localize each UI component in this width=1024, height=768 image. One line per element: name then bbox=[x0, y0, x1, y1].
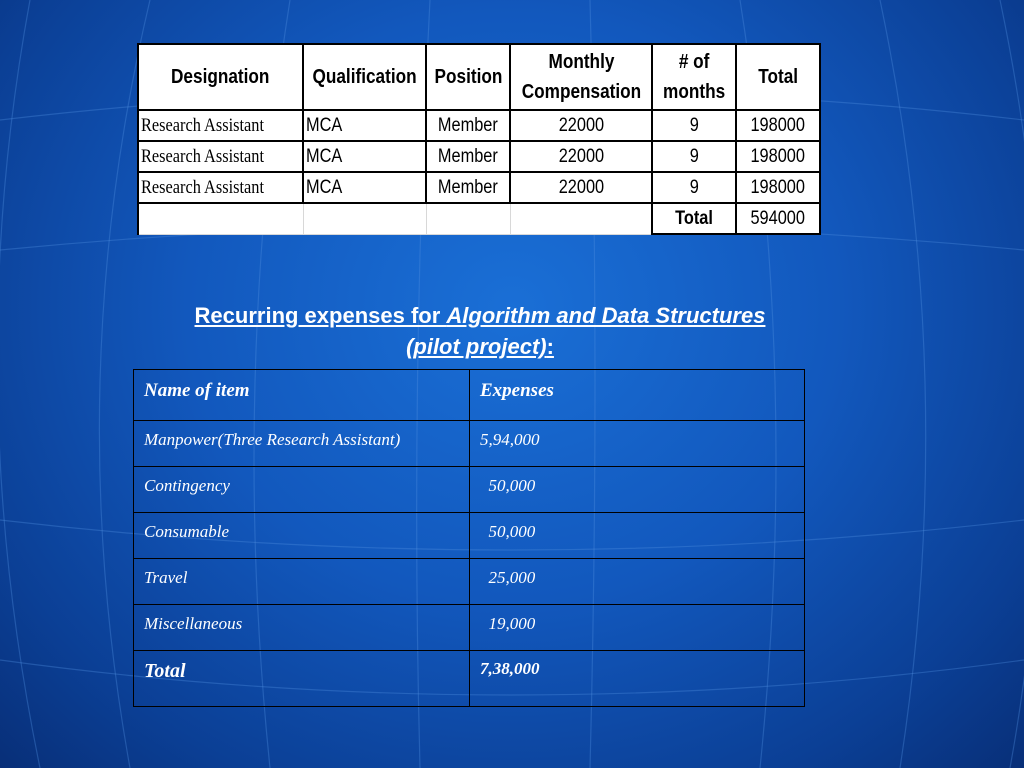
item-name: Consumable bbox=[134, 513, 470, 559]
header-designation: Designation bbox=[138, 44, 303, 110]
staff-table-header-row bbox=[138, 44, 820, 110]
cell-qualification: MCA bbox=[303, 172, 426, 203]
caption-prefix: Recurring expenses for bbox=[194, 303, 447, 328]
cell-position: Member bbox=[426, 141, 510, 172]
cell-qualification: MCA bbox=[303, 110, 426, 141]
header-number-of-months: # of months bbox=[652, 44, 736, 110]
empty-cell bbox=[138, 203, 303, 234]
caption-colon: : bbox=[546, 334, 554, 359]
cell-position: Member bbox=[426, 110, 510, 141]
item-amount: 50,000 bbox=[470, 467, 805, 513]
cell-monthly: 22000 bbox=[510, 110, 652, 141]
header-expenses: Expenses bbox=[470, 370, 805, 421]
cell-months: 9 bbox=[652, 172, 736, 203]
cell-designation: Research Assistant bbox=[138, 110, 303, 141]
caption-subject: Algorithm and Data Structures bbox=[446, 303, 766, 328]
header-total: Total bbox=[736, 44, 820, 110]
item-name: Contingency bbox=[134, 467, 470, 513]
table-row bbox=[134, 513, 805, 559]
expense-table-header-row bbox=[134, 370, 805, 421]
staff-compensation-table bbox=[137, 43, 821, 235]
total-label: Total bbox=[134, 651, 470, 707]
item-amount: 19,000 bbox=[470, 605, 805, 651]
cell-total: 198000 bbox=[736, 172, 820, 203]
header-item-name: Name of item bbox=[134, 370, 470, 421]
table-row bbox=[134, 421, 805, 467]
cell-months: 9 bbox=[652, 110, 736, 141]
cell-position: Member bbox=[426, 172, 510, 203]
cell-monthly: 22000 bbox=[510, 141, 652, 172]
empty-cell bbox=[426, 203, 510, 234]
item-name: Travel bbox=[134, 559, 470, 605]
cell-months: 9 bbox=[652, 141, 736, 172]
empty-cell bbox=[303, 203, 426, 234]
table-row bbox=[138, 141, 820, 172]
grand-total-value: 594000 bbox=[736, 203, 820, 234]
item-amount: 50,000 bbox=[470, 513, 805, 559]
item-name: Manpower(Three Research Assistant) bbox=[134, 421, 470, 467]
cell-total: 198000 bbox=[736, 110, 820, 141]
total-amount: 7,38,000 bbox=[470, 651, 805, 707]
staff-table-total-row bbox=[138, 203, 820, 234]
empty-cell bbox=[510, 203, 652, 234]
cell-total: 198000 bbox=[736, 141, 820, 172]
table-row bbox=[134, 467, 805, 513]
total-label: Total bbox=[652, 203, 736, 234]
table-row bbox=[134, 559, 805, 605]
header-monthly-compensation: Monthly Compensation bbox=[510, 44, 652, 110]
header-qualification: Qualification bbox=[303, 44, 426, 110]
header-position: Position bbox=[426, 44, 510, 110]
cell-monthly: 22000 bbox=[510, 172, 652, 203]
expense-total-row bbox=[134, 651, 805, 707]
item-amount: 25,000 bbox=[470, 559, 805, 605]
cell-qualification: MCA bbox=[303, 141, 426, 172]
item-name: Miscellaneous bbox=[134, 605, 470, 651]
caption-line2: (pilot project) bbox=[406, 334, 547, 359]
table-row bbox=[138, 110, 820, 141]
cell-designation: Research Assistant bbox=[138, 141, 303, 172]
recurring-expenses-table bbox=[133, 369, 805, 707]
table-row bbox=[134, 605, 805, 651]
item-amount: 5,94,000 bbox=[470, 421, 805, 467]
recurring-expenses-caption bbox=[120, 300, 840, 362]
cell-designation: Research Assistant bbox=[138, 172, 303, 203]
table-row bbox=[138, 172, 820, 203]
